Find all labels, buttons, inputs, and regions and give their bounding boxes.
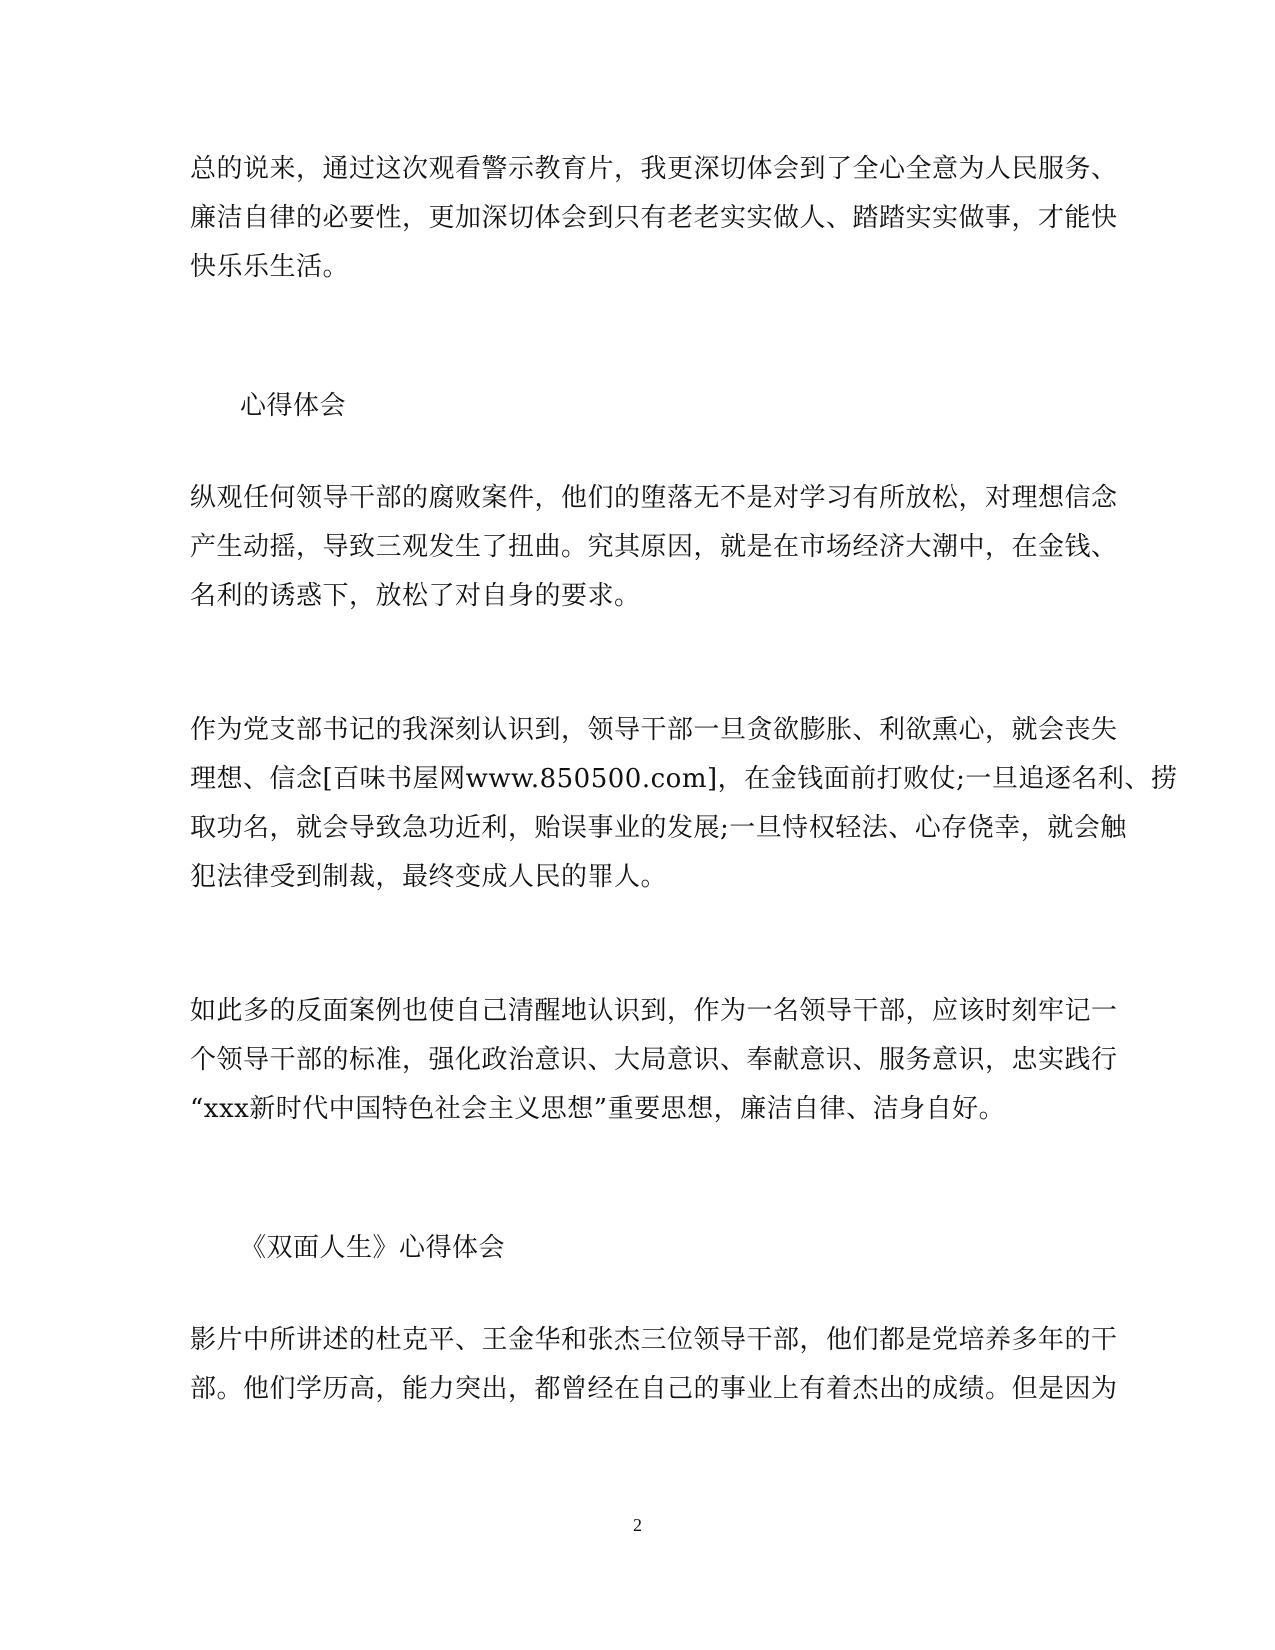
text-line: 总的说来，通过这次观看警示教育片，我更深切体会到了全心全意为人民服务、	[190, 154, 1118, 184]
page-number: 2	[633, 1515, 642, 1535]
text-line: 个领导干部的标准，强化政治意识、大局意识、奉献意识、服务意识，忠实践行	[190, 1045, 1118, 1075]
text-line: 作为党支部书记的我深刻认识到，领导干部一旦贪欲膨胀、利欲熏心，就会丧失	[190, 715, 1118, 745]
text-line: 名利的诱惑下，放松了对自身的要求。	[190, 581, 641, 611]
text-line: 影片中所讲述的杜克平、王金华和张杰三位领导干部，他们都是党培养多年的干	[190, 1325, 1118, 1355]
section-heading: 《双面人生》心得体会	[240, 1233, 506, 1263]
text-line: 廉洁自律的必要性，更加深切体会到只有老老实实做人、踏踏实实做事，才能快	[190, 203, 1118, 233]
text-line: 快乐乐生活。	[190, 252, 350, 282]
text-line: 产生动摇，导致三观发生了扭曲。究其原因，就是在市场经济大潮中，在金钱、	[190, 532, 1118, 562]
text-line: 犯法律受到制裁，最终变成人民的罪人。	[190, 862, 668, 892]
text-line: 如此多的反面案例也使自己清醒地认识到，作为一名领导干部，应该时刻牢记一	[190, 996, 1118, 1026]
text-line: 理想、信念[百味书屋网www.850500.com]，在金钱面前打败仗;一旦追逐名利、捞	[190, 764, 1178, 794]
text-line: 纵观任何领导干部的腐败案件，他们的堕落无不是对学习有所放松，对理想信念	[190, 483, 1118, 513]
section-heading: 心得体会	[240, 391, 347, 421]
text-line: 取功名，就会导致急功近利，贻误事业的发展;一旦恃权轻法、心存侥幸，就会触	[190, 813, 1127, 843]
text-line: 部。他们学历高，能力突出，都曾经在自己的事业上有着杰出的成绩。但是因为	[190, 1374, 1118, 1404]
text-line: “xxx新时代中国特色社会主义思想”重要思想，廉洁自律、洁身自好。	[190, 1094, 1006, 1124]
